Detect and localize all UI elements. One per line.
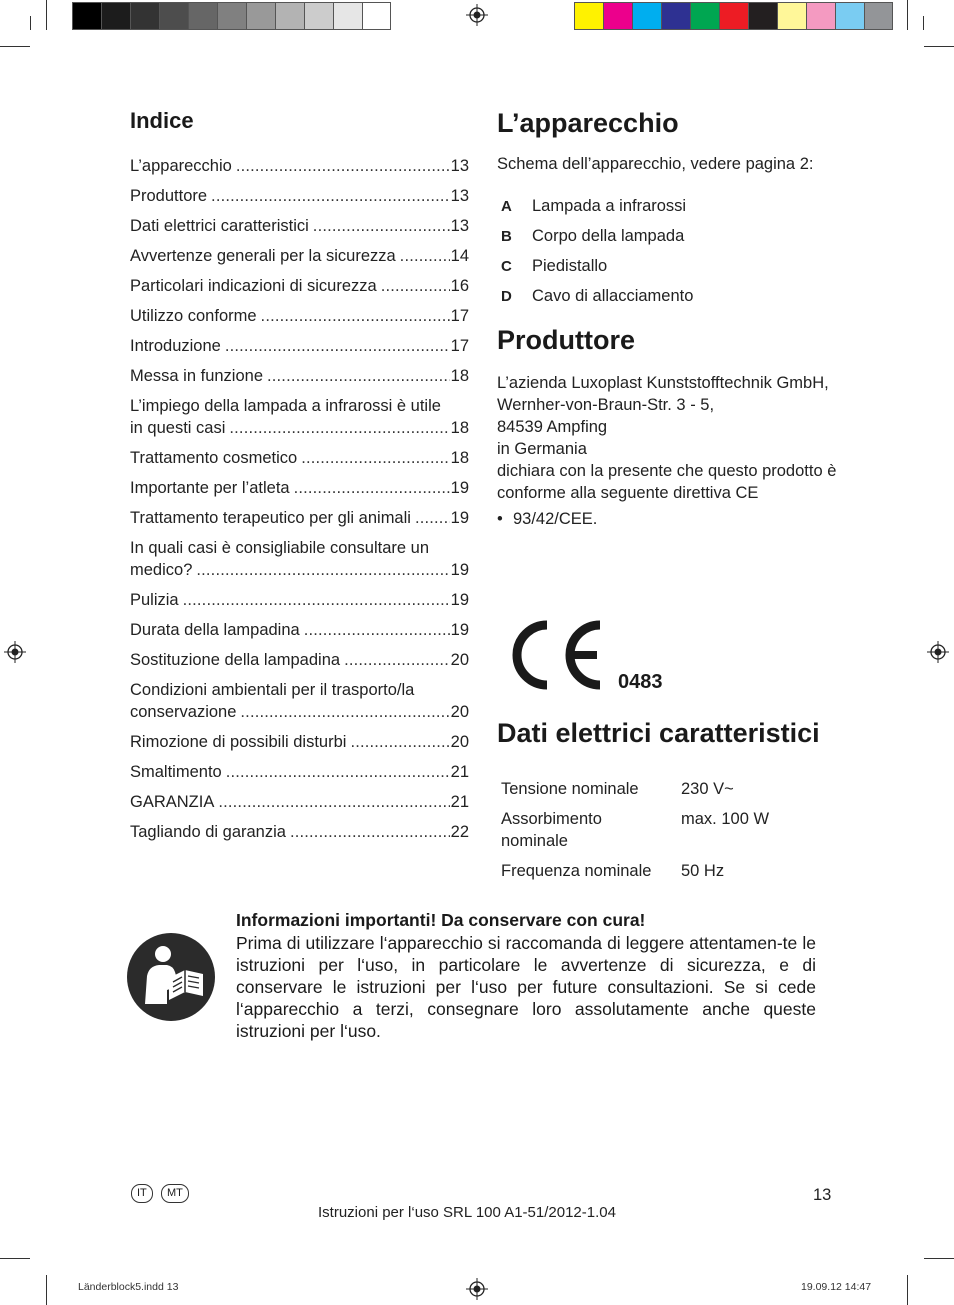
part-label: Corpo della lampada <box>532 226 685 245</box>
part-item <box>497 191 693 221</box>
toc-entry-title: In quali casi è consigliabile consultare un <box>130 539 430 557</box>
page-number: 13 <box>813 1186 832 1204</box>
color-swatch <box>304 2 333 30</box>
color-swatch <box>777 2 806 30</box>
ce-mark-icon <box>505 619 605 691</box>
color-swatch <box>661 2 690 30</box>
read-manual-icon <box>123 932 219 1022</box>
toc-entry <box>130 477 469 499</box>
parts-list <box>497 191 693 311</box>
file-slug: Länderblock5.indd 13 <box>78 1281 179 1293</box>
toc-entry <box>130 821 469 843</box>
table-row <box>497 806 773 858</box>
part-label: Lampada a infrarossi <box>532 196 687 215</box>
table-row <box>497 776 773 806</box>
directive-bullet: • 93/42/CEE. <box>497 510 598 528</box>
toc-entry <box>130 537 469 581</box>
registration-mark-icon <box>927 641 949 663</box>
language-badge: IT <box>131 1184 153 1203</box>
toc-page-number: 18 <box>450 419 469 437</box>
toc-entry-title: Durata della lampadina <box>130 621 300 639</box>
part-letter: B <box>501 227 512 245</box>
toc-entry-title: GARANZIA <box>130 793 215 811</box>
registration-mark-icon <box>466 4 488 26</box>
dot-leader <box>183 589 450 611</box>
color-swatch <box>275 2 304 30</box>
notice-title: Informazioni importanti! Da conservare con cura! <box>236 910 646 930</box>
toc-page-number: 17 <box>450 307 469 325</box>
toc-entry <box>130 791 469 813</box>
toc-entry-title: Sostituzione della lampadina <box>130 651 341 669</box>
dot-leader <box>304 619 450 641</box>
toc-entry-title: Particolari indicazioni di sicurezza <box>130 277 377 295</box>
toc-entry <box>130 395 469 439</box>
toc-page-number: 13 <box>450 157 469 175</box>
process-color-bar <box>574 2 893 30</box>
toc-page-number: 21 <box>450 763 469 781</box>
dot-leader <box>294 477 450 499</box>
part-item <box>497 251 693 281</box>
electrical-specs-table <box>497 776 773 888</box>
manufacturer-line: L’azienda Luxoplast Kunststofftechnik GmbH, <box>497 374 829 392</box>
color-swatch <box>130 2 159 30</box>
toc-entry-title: in questi casi <box>130 419 226 437</box>
dot-leader <box>226 761 450 783</box>
toc-entry-title: Pulizia <box>130 591 179 609</box>
toc-entry-title: Trattamento cosmetico <box>130 449 298 467</box>
toc-entry-title: Introduzione <box>130 337 221 355</box>
toc-entry-title: Dati elettrici caratteristici <box>130 217 309 235</box>
toc-page-number: 19 <box>450 479 469 497</box>
toc-entry-title: Produttore <box>130 187 208 205</box>
manufacturer-line: Wernher-von-Braun-Str. 3 - 5, <box>497 396 715 414</box>
toc-entry <box>130 365 469 387</box>
registration-mark-icon <box>466 1278 488 1300</box>
toc-entry <box>130 507 469 529</box>
apparecchio-heading: L’apparecchio <box>497 108 679 138</box>
toc-entry <box>130 335 469 357</box>
toc-entry <box>130 649 469 671</box>
dot-leader <box>267 365 450 387</box>
toc-entry-title: Importante per l’atleta <box>130 479 290 497</box>
dati-heading: Dati elettrici caratteristici <box>497 718 820 748</box>
toc-page-number: 17 <box>450 337 469 355</box>
manufacturer-line: 84539 Ampfing <box>497 418 608 436</box>
toc-page-number: 18 <box>450 367 469 385</box>
toc-page-number: 13 <box>450 217 469 235</box>
notice-body: Prima di utilizzare l‘apparecchio si raccomanda di leggere attentamen-te le istruzioni per l‘uso, in particolare le avvertenze di sicurezza, e di conservare le istruzioni per l‘uso per future consultazioni. Se si cede l‘apparecchio a terzi, consegnare loro assolutamente anche queste istruzioni per l‘uso. <box>236 933 816 1041</box>
dot-leader <box>313 215 450 237</box>
toc-page-number: 22 <box>450 823 469 841</box>
toc-page-number: 19 <box>450 621 469 639</box>
part-label: Cavo di allacciamento <box>532 286 694 305</box>
color-swatch <box>159 2 188 30</box>
spec-value: 50 Hz <box>681 862 725 880</box>
toc-entry-title: Trattamento terapeutico per gli animali <box>130 509 411 527</box>
dot-leader <box>229 417 449 439</box>
part-item <box>497 221 693 251</box>
toc-entry <box>130 305 469 327</box>
toc-page-number: 16 <box>450 277 469 295</box>
apparecchio-intro: Schema dell’apparecchio, vedere pagina 2: <box>497 155 814 173</box>
toc-entry <box>130 185 469 207</box>
toc-entry-title: Avvertenze generali per la sicurezza <box>130 247 396 265</box>
language-badge: MT <box>161 1184 189 1203</box>
color-swatch <box>72 2 101 30</box>
document-reference: Istruzioni per l‘uso SRL 100 A1-51/2012-1.04 <box>318 1204 616 1221</box>
spec-label: Tensione nominale <box>501 780 639 798</box>
color-swatch <box>864 2 893 30</box>
toc-entry-title: L’impiego della lampada a infrarossi è utile <box>130 397 441 415</box>
dot-leader <box>344 649 450 671</box>
spec-value: max. 100 W <box>681 810 770 828</box>
toc-entry-title: Smaltimento <box>130 763 222 781</box>
spec-value: 230 V~ <box>681 780 734 798</box>
toc-entry <box>130 761 469 783</box>
manufacturer-line: dichiara con la presente che questo prodotto è conforme alla seguente direttiva CE <box>497 462 837 502</box>
part-label: Piedistallo <box>532 256 608 275</box>
dot-leader <box>350 731 449 753</box>
print-timestamp: 19.09.12 14:47 <box>801 1281 872 1293</box>
spec-label: Assorbimento nominale <box>501 810 602 850</box>
dot-leader <box>290 821 450 843</box>
toc-page-number: 20 <box>450 733 469 751</box>
toc-entry <box>130 447 469 469</box>
toc-page-number: 19 <box>450 591 469 609</box>
dot-leader <box>218 791 449 813</box>
toc-page-number: 14 <box>450 247 469 265</box>
toc-entry <box>130 275 469 297</box>
toc-page-number: 20 <box>450 703 469 721</box>
toc-entry-title: conservazione <box>130 703 237 721</box>
produttore-heading: Produttore <box>497 325 635 355</box>
manufacturer-line: in Germania <box>497 440 587 458</box>
part-item <box>497 281 693 311</box>
toc-entry-title: Tagliando di garanzia <box>130 823 286 841</box>
color-swatch <box>806 2 835 30</box>
toc-entry <box>130 619 469 641</box>
toc-page-number: 19 <box>450 509 469 527</box>
dot-leader <box>211 185 450 207</box>
toc-entry <box>130 731 469 753</box>
directive-text: 93/42/CEE. <box>513 510 598 528</box>
dot-leader <box>240 701 449 723</box>
color-swatch <box>603 2 632 30</box>
table-of-contents <box>130 155 469 851</box>
toc-entry <box>130 215 469 237</box>
index-heading: Indice <box>130 108 194 133</box>
toc-entry-title: Condizioni ambientali per il trasporto/la <box>130 681 415 699</box>
part-letter: D <box>501 287 512 305</box>
dot-leader <box>400 245 450 267</box>
grayscale-color-bar <box>72 2 391 30</box>
color-swatch <box>748 2 777 30</box>
dot-leader <box>225 335 450 357</box>
toc-entry <box>130 679 469 723</box>
dot-leader <box>415 507 450 529</box>
toc-page-number: 18 <box>450 449 469 467</box>
color-swatch <box>690 2 719 30</box>
color-swatch <box>188 2 217 30</box>
part-letter: A <box>501 197 512 215</box>
color-swatch <box>333 2 362 30</box>
color-swatch <box>217 2 246 30</box>
toc-entry <box>130 155 469 177</box>
registration-mark-icon <box>4 641 26 663</box>
color-swatch <box>835 2 864 30</box>
color-swatch <box>632 2 661 30</box>
dot-leader <box>196 559 449 581</box>
dot-leader <box>261 305 450 327</box>
toc-page-number: 20 <box>450 651 469 669</box>
toc-page-number: 21 <box>450 793 469 811</box>
toc-entry-title: Rimozione di possibili disturbi <box>130 733 347 751</box>
toc-entry <box>130 245 469 267</box>
notified-body-number: 0483 <box>618 671 663 693</box>
table-row <box>497 858 773 888</box>
toc-entry-title: Utilizzo conforme <box>130 307 257 325</box>
color-swatch <box>101 2 130 30</box>
dot-leader <box>381 275 450 297</box>
spec-label: Frequenza nominale <box>501 862 652 880</box>
toc-page-number: 13 <box>450 187 469 205</box>
manufacturer-address <box>497 372 842 530</box>
color-swatch <box>362 2 391 30</box>
color-swatch <box>246 2 275 30</box>
dot-leader <box>301 447 449 469</box>
toc-entry <box>130 589 469 611</box>
toc-page-number: 19 <box>450 561 469 579</box>
toc-entry-title: medico? <box>130 561 193 579</box>
toc-entry-title: Messa in funzione <box>130 367 263 385</box>
color-swatch <box>719 2 748 30</box>
part-letter: C <box>501 257 512 275</box>
toc-entry-title: L’apparecchio <box>130 157 232 175</box>
dot-leader <box>236 155 450 177</box>
color-swatch <box>574 2 603 30</box>
